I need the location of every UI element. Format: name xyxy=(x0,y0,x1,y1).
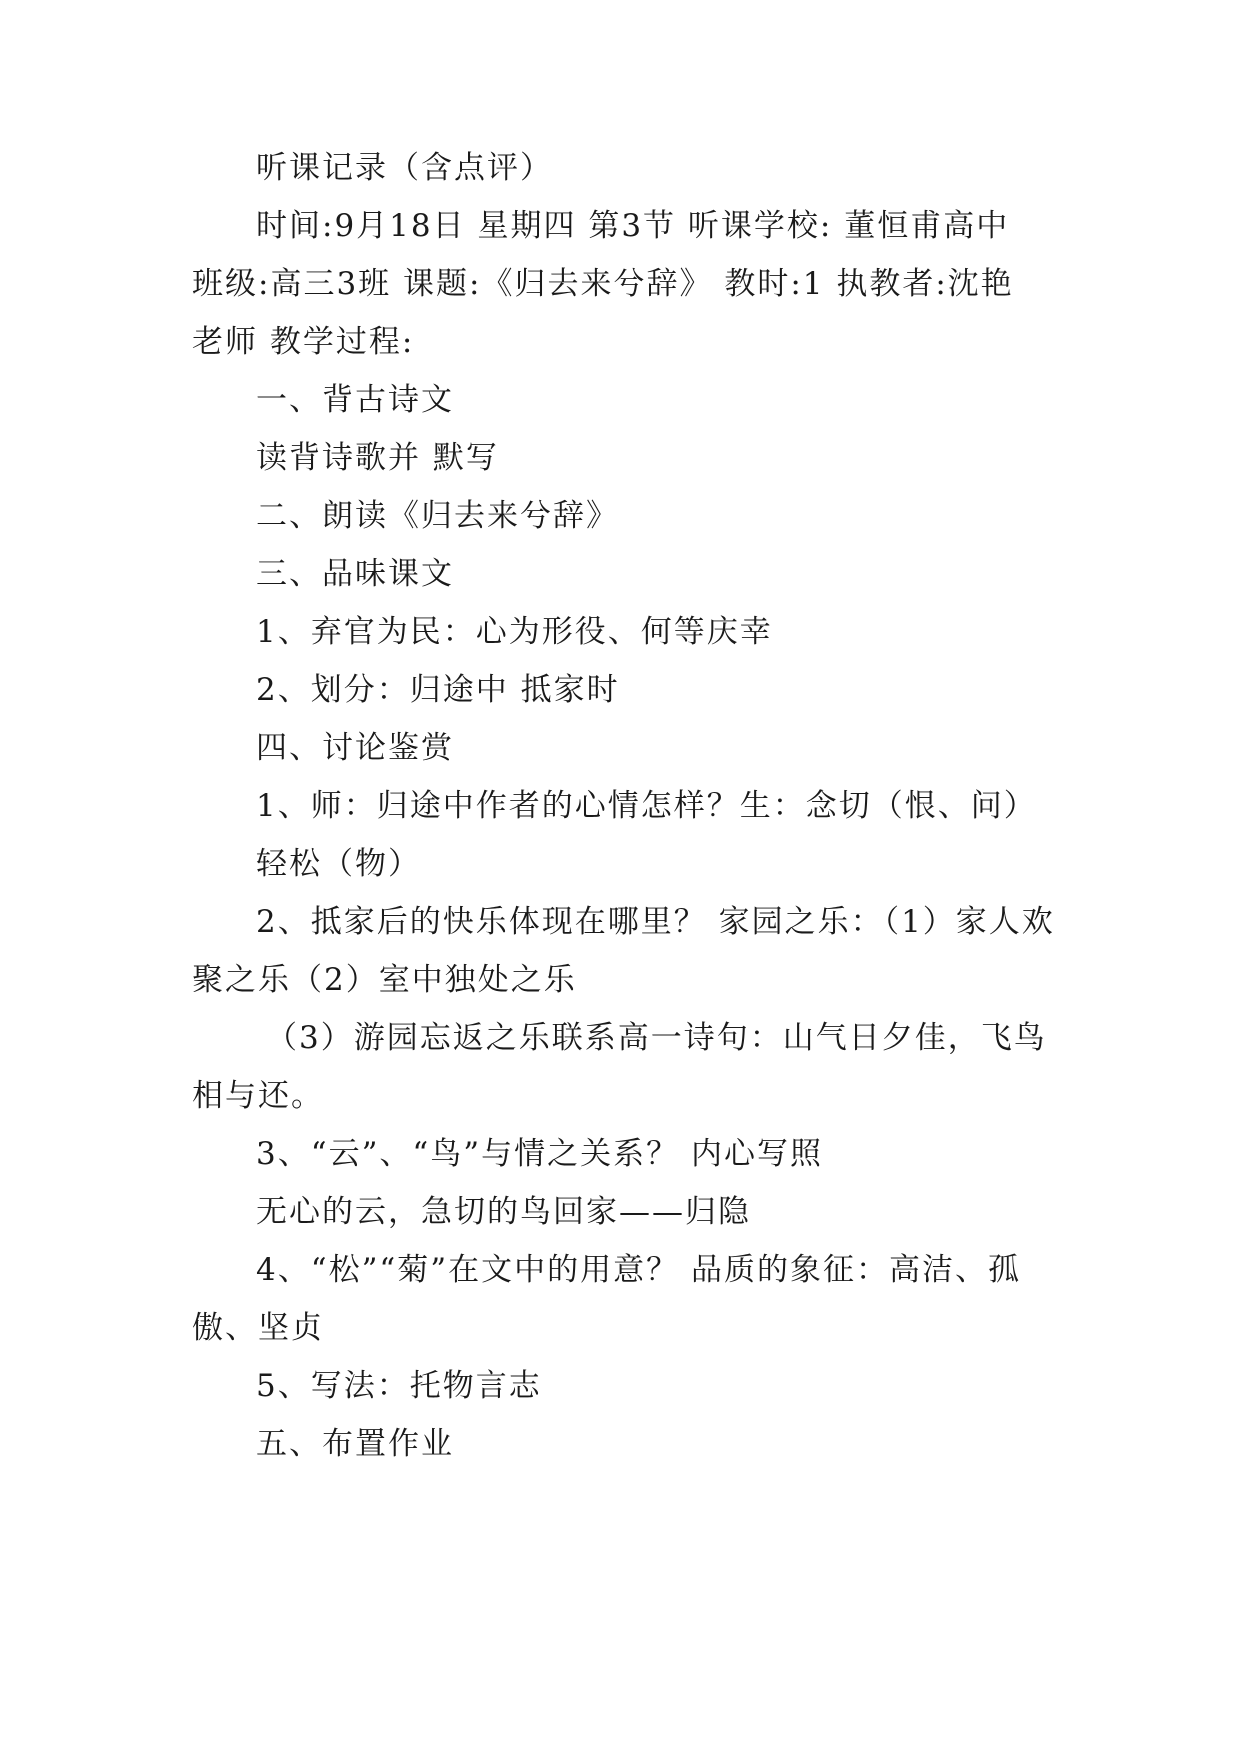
paragraph: （3）游园忘返之乐联系高一诗句：山气日夕佳，飞鸟 xyxy=(266,1020,1047,1056)
paragraph-continuation: 傲、坚贞 xyxy=(192,1310,324,1346)
section-heading-5: 五、布置作业 xyxy=(256,1426,454,1462)
list-item: 2、划分：归途中 抵家时 xyxy=(256,672,620,708)
list-item: 3、“云”、“鸟”与情之关系？ 内心写照 xyxy=(256,1136,823,1172)
list-item: 2、抵家后的快乐体现在哪里？ 家园之乐：（1）家人欢 xyxy=(256,904,1055,940)
section-heading-2: 二、朗读《归去来兮辞》 xyxy=(256,498,619,534)
meta-line-class-topic: 班级:高三3班 课题:《归去来兮辞》 教时:1 执教者:沈艳 xyxy=(192,266,1014,302)
paragraph: 轻松（物） xyxy=(256,846,421,882)
paragraph-continuation: 聚之乐（2）室中独处之乐 xyxy=(192,962,577,998)
list-item: 1、弃官为民：心为形役、何等庆幸 xyxy=(256,614,773,650)
meta-line-time-school: 时间:9月18日 星期四 第3节 听课学校: 董恒甫高中 xyxy=(256,208,1010,244)
paragraph: 读背诗歌并 默写 xyxy=(256,440,499,476)
list-item: 5、写法：托物言志 xyxy=(256,1368,542,1404)
document-title: 听课记录（含点评） xyxy=(256,150,553,186)
section-heading-1: 一、背古诗文 xyxy=(256,382,454,418)
meta-line-teacher-process: 老师 教学过程: xyxy=(192,324,415,360)
list-item: 1、师：归途中作者的心情怎样？生：念切（恨、问） xyxy=(256,788,1037,824)
list-item: 4、“松”“菊”在文中的用意？ 品质的象征：高洁、孤 xyxy=(256,1252,1021,1288)
section-heading-4: 四、讨论鉴赏 xyxy=(256,730,454,766)
section-heading-3: 三、品味课文 xyxy=(256,556,454,592)
paragraph-continuation: 相与还。 xyxy=(192,1078,324,1114)
paragraph: 无心的云，急切的鸟回家——归隐 xyxy=(256,1194,751,1230)
